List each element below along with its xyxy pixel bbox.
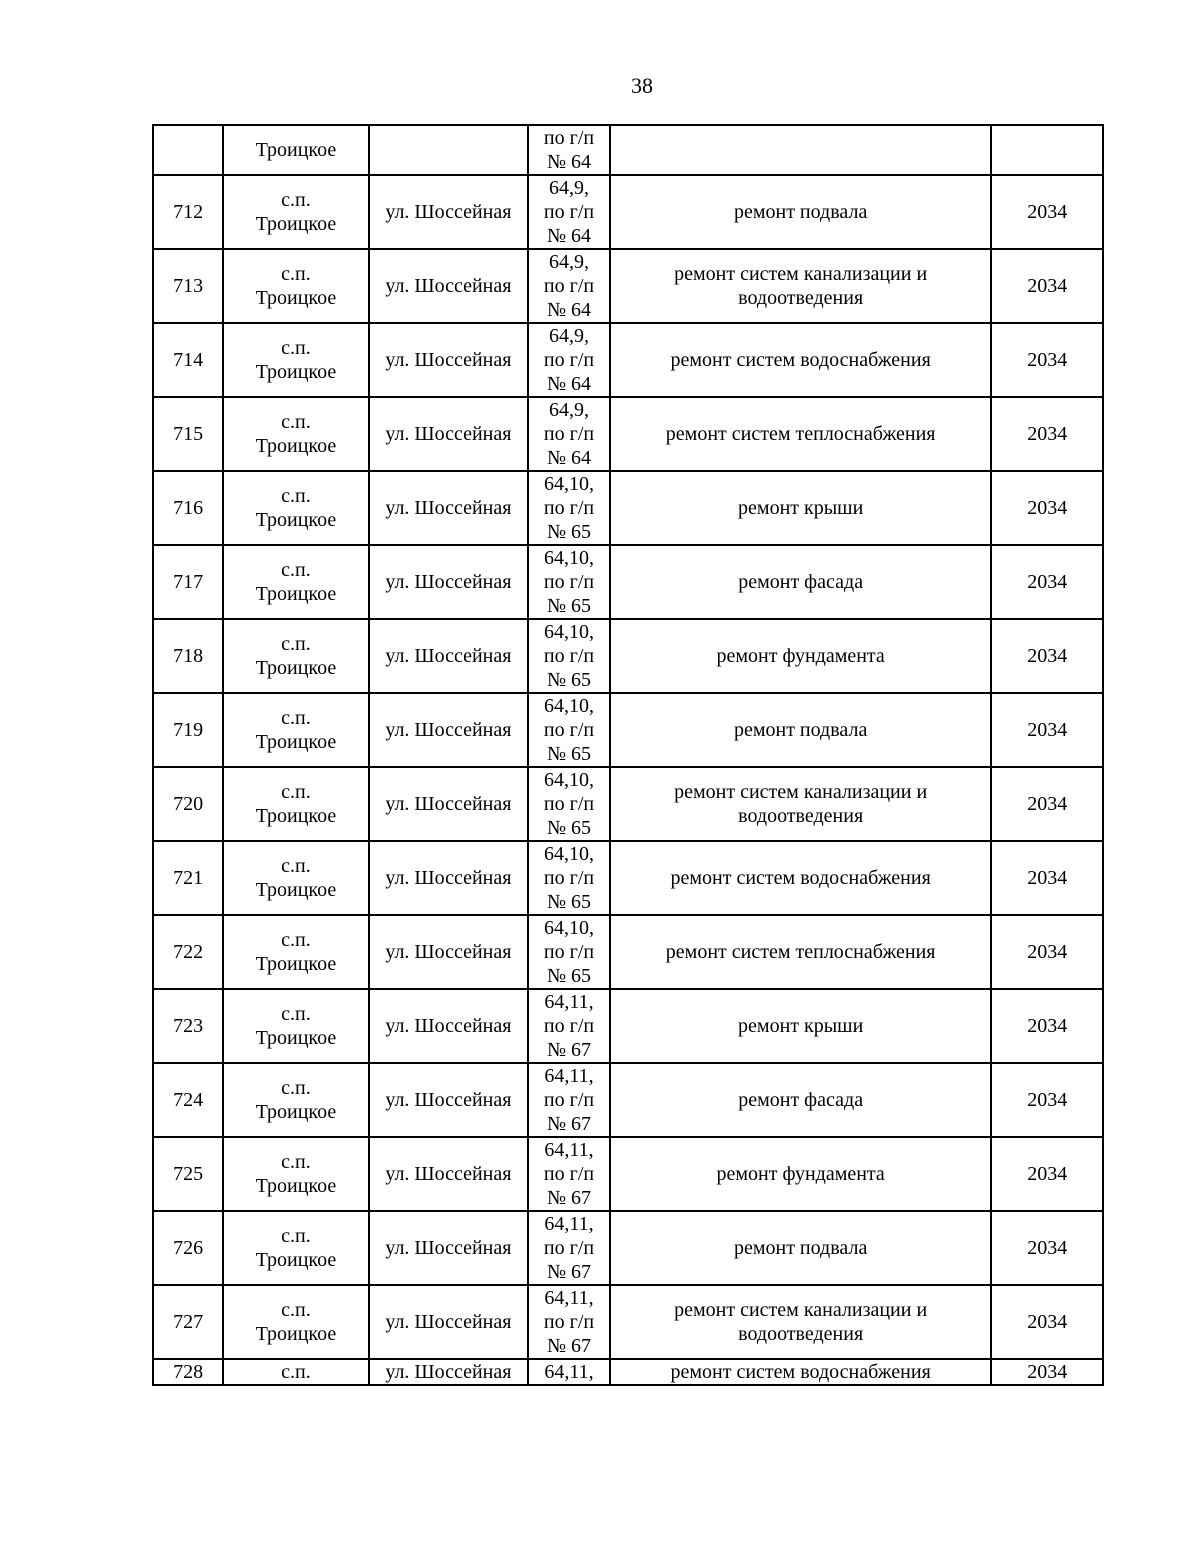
cell-number: 727 xyxy=(153,1285,223,1359)
cell-house: 64,10, по г/п № 65 xyxy=(528,915,610,989)
cell-year xyxy=(991,125,1103,175)
cell-house: 64,10, по г/п № 65 xyxy=(528,693,610,767)
table-row xyxy=(153,693,1103,767)
cell-settlement: с.п. Троицкое xyxy=(223,767,369,841)
cell-street: ул. Шоссейная xyxy=(369,1137,528,1211)
cell-number: 714 xyxy=(153,323,223,397)
cell-house: 64,10, по г/п № 65 xyxy=(528,471,610,545)
cell-settlement: с.п. Троицкое xyxy=(223,471,369,545)
cell-work-type: ремонт фасада xyxy=(610,545,991,619)
cell-work-type: ремонт подвала xyxy=(610,1211,991,1285)
cell-work-type: ремонт фундамента xyxy=(610,619,991,693)
cell-house: 64,11, по г/п № 67 xyxy=(528,1137,610,1211)
cell-house: 64,9, по г/п № 64 xyxy=(528,397,610,471)
cell-work-type: ремонт крыши xyxy=(610,471,991,545)
cell-settlement: с.п. Троицкое xyxy=(223,915,369,989)
cell-settlement: с.п. Троицкое xyxy=(223,545,369,619)
cell-settlement: с.п. Троицкое xyxy=(223,1285,369,1359)
cell-work-type: ремонт крыши xyxy=(610,989,991,1063)
cell-work-type: ремонт систем водоснабжения xyxy=(610,323,991,397)
cell-work-type: ремонт систем теплоснабжения xyxy=(610,397,991,471)
cell-house: 64,11, по г/п № 67 xyxy=(528,1063,610,1137)
cell-work-type: ремонт фундамента xyxy=(610,1137,991,1211)
cell-number: 716 xyxy=(153,471,223,545)
cell-year: 2034 xyxy=(991,989,1103,1063)
cell-street: ул. Шоссейная xyxy=(369,323,528,397)
cell-settlement: с.п. Троицкое xyxy=(223,249,369,323)
cell-settlement: с.п. Троицкое xyxy=(223,841,369,915)
table-row xyxy=(153,1359,1103,1385)
cell-year: 2034 xyxy=(991,693,1103,767)
cell-year: 2034 xyxy=(991,841,1103,915)
cell-settlement: с.п. Троицкое xyxy=(223,1211,369,1285)
cell-settlement: с.п. xyxy=(223,1359,369,1385)
cell-house: 64,10, по г/п № 65 xyxy=(528,545,610,619)
cell-work-type: ремонт систем канализации и водоотведения xyxy=(610,1285,991,1359)
cell-year: 2034 xyxy=(991,915,1103,989)
cell-work-type: ремонт подвала xyxy=(610,175,991,249)
cell-number: 726 xyxy=(153,1211,223,1285)
cell-number: 712 xyxy=(153,175,223,249)
cell-number: 719 xyxy=(153,693,223,767)
cell-number: 723 xyxy=(153,989,223,1063)
cell-settlement: с.п. Троицкое xyxy=(223,1137,369,1211)
table-row xyxy=(153,989,1103,1063)
cell-year: 2034 xyxy=(991,1285,1103,1359)
cell-number xyxy=(153,125,223,175)
cell-year: 2034 xyxy=(991,323,1103,397)
cell-number: 720 xyxy=(153,767,223,841)
cell-work-type: ремонт систем теплоснабжения xyxy=(610,915,991,989)
table-row-continued xyxy=(153,125,1103,175)
cell-number: 717 xyxy=(153,545,223,619)
cell-year: 2034 xyxy=(991,175,1103,249)
cell-work-type: ремонт систем водоснабжения xyxy=(610,1359,991,1385)
table-row xyxy=(153,323,1103,397)
table-row xyxy=(153,915,1103,989)
cell-number: 724 xyxy=(153,1063,223,1137)
cell-house: 64,11, по г/п № 67 xyxy=(528,1211,610,1285)
table-row xyxy=(153,471,1103,545)
table-row xyxy=(153,175,1103,249)
cell-house: 64,10, по г/п № 65 xyxy=(528,841,610,915)
cell-house: 64,9, по г/п № 64 xyxy=(528,323,610,397)
table-row xyxy=(153,619,1103,693)
repair-schedule-table xyxy=(152,124,1104,1386)
cell-year: 2034 xyxy=(991,767,1103,841)
cell-year: 2034 xyxy=(991,1359,1103,1385)
cell-street xyxy=(369,125,528,175)
cell-year: 2034 xyxy=(991,619,1103,693)
cell-house: 64,9, по г/п № 64 xyxy=(528,249,610,323)
cell-work-type: ремонт систем водоснабжения xyxy=(610,841,991,915)
cell-settlement: с.п. Троицкое xyxy=(223,989,369,1063)
cell-house: 64,10, по г/п № 65 xyxy=(528,767,610,841)
cell-street: ул. Шоссейная xyxy=(369,693,528,767)
table-row xyxy=(153,841,1103,915)
cell-settlement: с.п. Троицкое xyxy=(223,619,369,693)
table-row xyxy=(153,397,1103,471)
table-row xyxy=(153,767,1103,841)
cell-settlement: с.п. Троицкое xyxy=(223,175,369,249)
cell-street: ул. Шоссейная xyxy=(369,1063,528,1137)
cell-year: 2034 xyxy=(991,1137,1103,1211)
cell-year: 2034 xyxy=(991,1211,1103,1285)
cell-street: ул. Шоссейная xyxy=(369,545,528,619)
cell-number: 713 xyxy=(153,249,223,323)
cell-work-type xyxy=(610,125,991,175)
cell-house: 64,11, по г/п № 67 xyxy=(528,989,610,1063)
table-row xyxy=(153,1137,1103,1211)
table-row xyxy=(153,249,1103,323)
cell-number: 715 xyxy=(153,397,223,471)
cell-street: ул. Шоссейная xyxy=(369,1285,528,1359)
cell-settlement: с.п. Троицкое xyxy=(223,693,369,767)
cell-house: 64,11, по г/п № 67 xyxy=(528,1285,610,1359)
cell-house: 64,10, по г/п № 65 xyxy=(528,619,610,693)
cell-house: по г/п № 64 xyxy=(528,125,610,175)
cell-street: ул. Шоссейная xyxy=(369,767,528,841)
cell-work-type: ремонт подвала xyxy=(610,693,991,767)
cell-house: 64,11, xyxy=(528,1359,610,1385)
cell-number: 718 xyxy=(153,619,223,693)
cell-street: ул. Шоссейная xyxy=(369,397,528,471)
cell-year: 2034 xyxy=(991,471,1103,545)
page-number: 38 xyxy=(631,73,653,98)
cell-street: ул. Шоссейная xyxy=(369,989,528,1063)
cell-street: ул. Шоссейная xyxy=(369,841,528,915)
cell-work-type: ремонт систем канализации и водоотведения xyxy=(610,249,991,323)
table-body xyxy=(153,125,1103,1385)
cell-work-type: ремонт систем канализации и водоотведения xyxy=(610,767,991,841)
cell-year: 2034 xyxy=(991,249,1103,323)
cell-number: 725 xyxy=(153,1137,223,1211)
cell-settlement: с.п. Троицкое xyxy=(223,1063,369,1137)
cell-year: 2034 xyxy=(991,1063,1103,1137)
cell-house: 64,9, по г/п № 64 xyxy=(528,175,610,249)
cell-settlement: с.п. Троицкое xyxy=(223,323,369,397)
cell-street: ул. Шоссейная xyxy=(369,915,528,989)
cell-year: 2034 xyxy=(991,397,1103,471)
cell-settlement: с.п. Троицкое xyxy=(223,397,369,471)
table-row xyxy=(153,545,1103,619)
cell-street: ул. Шоссейная xyxy=(369,1359,528,1385)
table-row xyxy=(153,1063,1103,1137)
table-row xyxy=(153,1285,1103,1359)
table-row xyxy=(153,1211,1103,1285)
cell-street: ул. Шоссейная xyxy=(369,175,528,249)
cell-street: ул. Шоссейная xyxy=(369,471,528,545)
cell-settlement: Троицкое xyxy=(223,125,369,175)
cell-work-type: ремонт фасада xyxy=(610,1063,991,1137)
cell-number: 728 xyxy=(153,1359,223,1385)
cell-number: 721 xyxy=(153,841,223,915)
cell-street: ул. Шоссейная xyxy=(369,1211,528,1285)
cell-street: ул. Шоссейная xyxy=(369,619,528,693)
cell-street: ул. Шоссейная xyxy=(369,249,528,323)
cell-number: 722 xyxy=(153,915,223,989)
cell-year: 2034 xyxy=(991,545,1103,619)
